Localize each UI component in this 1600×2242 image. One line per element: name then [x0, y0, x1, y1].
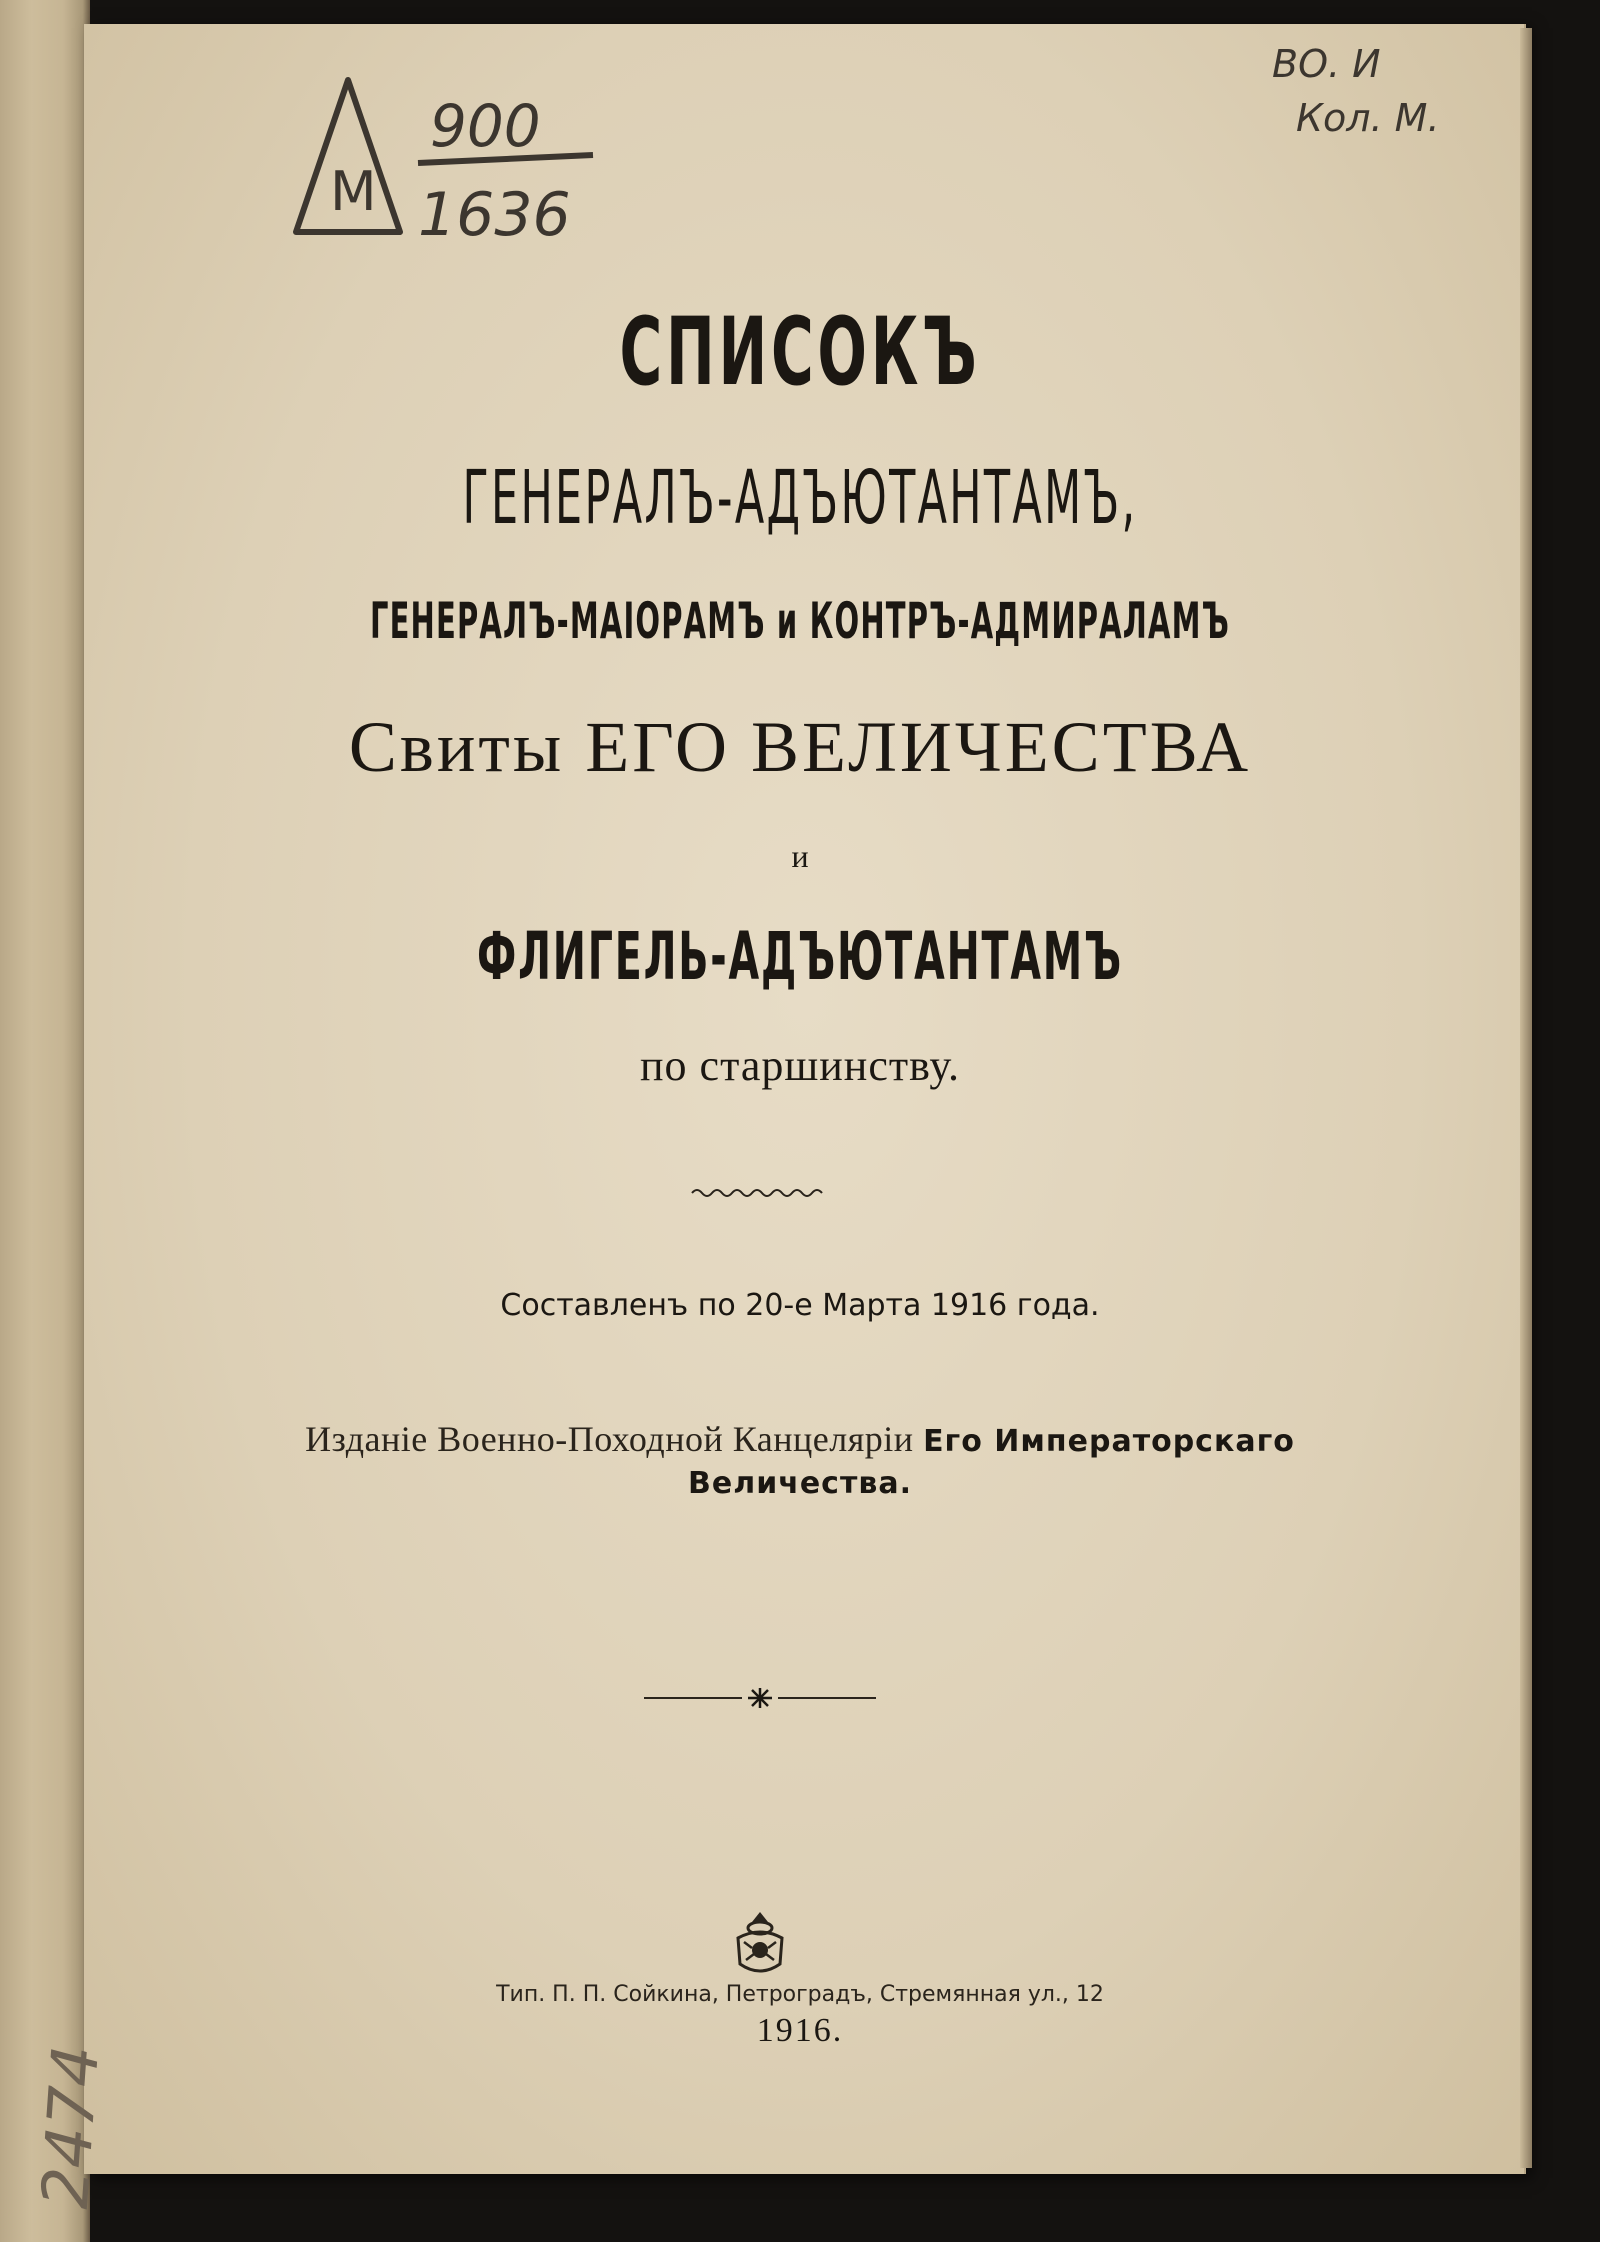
conjunction: и — [791, 838, 809, 874]
subtitle-major-generals: ГЕНЕРАЛЪ-МАІОРАМЪ и КОНТРЪ-АДМИРАЛАМЪ — [369, 592, 1231, 650]
star-divider-ornament — [640, 1686, 880, 1710]
edition-line-2: Величества. — [688, 1466, 912, 1501]
subtitle-aides-de-camp: ФЛИГЕЛЬ-АДЪЮТАНТАМЪ — [477, 918, 1123, 995]
page-title: СПИСОКЪ — [619, 298, 981, 407]
edition-prefix: Изданіе Военно-Походной Канцеляріи — [305, 1419, 914, 1459]
subtitle-adjutant-generals: ГЕНЕРАЛЪ-АДЪЮТАНТАМЪ, — [462, 455, 1138, 541]
edition-emphasis: Его Императорскаго — [923, 1424, 1295, 1459]
compiled-date: Составленъ по 20-е Марта 1916 года. — [500, 1288, 1100, 1323]
spine-pencil-note: 2474 — [28, 2043, 115, 2211]
call-number-bottom: 1636 — [418, 180, 571, 250]
corner-note-line2: Кол. М. — [1296, 96, 1440, 140]
book-binding-edge — [0, 0, 90, 2242]
printer-imprint: Тип. П. П. Сойкина, Петроградъ, Стремянная ул., 12 — [496, 1982, 1104, 2007]
sheet-edge-shadow — [1520, 28, 1532, 2168]
seniority-line: по старшинству. — [640, 1041, 960, 1090]
imperial-crest-icon — [730, 1908, 790, 1978]
subtitle-retinue: Свиты ЕГО ВЕЛИЧЕСТВА — [348, 707, 1252, 787]
wavy-divider-ornament — [690, 1186, 830, 1200]
stamp-letter: М — [330, 160, 377, 223]
edition-line — [0, 1418, 1600, 1460]
corner-note-line1: ВО. И — [1272, 42, 1381, 86]
publication-year: 1916. — [756, 2012, 844, 2049]
call-number-top: 900 — [430, 92, 541, 160]
